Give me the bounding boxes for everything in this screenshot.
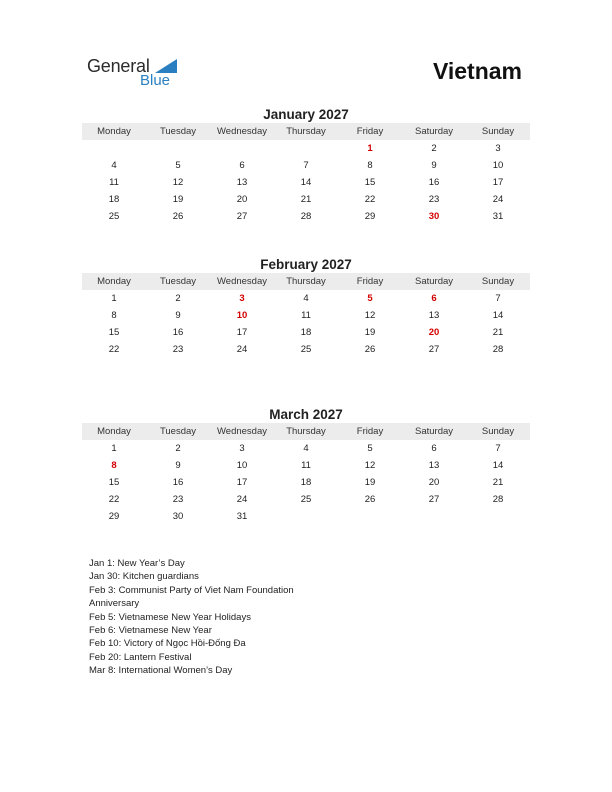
- day-cell: 15: [108, 327, 120, 338]
- holiday-day-cell: 3: [239, 293, 245, 304]
- day-cell: 12: [172, 177, 184, 188]
- day-cell: 4: [303, 443, 309, 454]
- day-cell: 21: [492, 327, 504, 338]
- weekday-label: Wednesday: [217, 276, 267, 287]
- weekday-label: Tuesday: [159, 126, 197, 137]
- day-cell: 23: [172, 494, 184, 505]
- holiday-note: Mar 8: International Women’s Day: [89, 665, 233, 677]
- day-cell: 31: [236, 511, 248, 522]
- day-cell: 28: [492, 344, 504, 355]
- weekday-label: Thursday: [286, 426, 326, 437]
- day-cell: 22: [108, 344, 120, 355]
- holiday-note: Feb 20: Lantern Festival: [89, 651, 192, 663]
- logo-triangle-icon: [155, 59, 177, 73]
- day-cell: 5: [367, 443, 373, 454]
- day-cell: 2: [431, 143, 437, 154]
- weekday-label: Sunday: [481, 126, 515, 137]
- day-cell: 11: [301, 460, 311, 471]
- weekday-header-row: [82, 423, 530, 440]
- day-cell: 19: [364, 327, 376, 338]
- day-cell: 5: [175, 160, 181, 171]
- day-cell: 19: [364, 477, 376, 488]
- logo: [87, 56, 187, 92]
- day-cell: 26: [364, 494, 376, 505]
- weekday-header-row: [82, 123, 530, 140]
- holiday-note: Feb 5: Vietnamese New Year Holidays: [89, 611, 251, 623]
- weekday-label: Friday: [356, 276, 384, 287]
- day-cell: 2: [175, 293, 181, 304]
- day-cell: 15: [364, 177, 376, 188]
- week-row: [82, 157, 530, 174]
- day-cell: 14: [300, 177, 312, 188]
- week-row: [82, 324, 530, 341]
- day-cell: 24: [236, 344, 248, 355]
- day-cell: 10: [492, 160, 504, 171]
- month-title: March 2027: [269, 407, 343, 422]
- day-cell: 26: [364, 344, 376, 355]
- day-cell: 18: [300, 477, 312, 488]
- weekday-label: Sunday: [481, 276, 515, 287]
- day-cell: 24: [492, 194, 504, 205]
- day-cell: 16: [172, 477, 184, 488]
- day-cell: 17: [492, 177, 504, 188]
- day-cell: 9: [175, 310, 181, 321]
- day-cell: 28: [300, 211, 312, 222]
- holiday-note: Anniversary: [89, 598, 140, 610]
- holiday-note: Feb 3: Communist Party of Viet Nam Foundation: [89, 584, 294, 596]
- day-cell: 4: [111, 160, 117, 171]
- day-cell: 14: [492, 460, 504, 471]
- weekday-label: Monday: [97, 426, 131, 437]
- holiday-day-cell: 6: [431, 293, 437, 304]
- week-row: [82, 457, 530, 474]
- country-title: Vietnam: [432, 58, 522, 84]
- day-cell: 29: [108, 511, 120, 522]
- day-cell: 30: [172, 511, 184, 522]
- week-row: [82, 341, 530, 358]
- week-row: [82, 508, 530, 525]
- day-cell: 19: [172, 194, 184, 205]
- day-cell: 1: [111, 293, 117, 304]
- day-cell: 8: [367, 160, 373, 171]
- day-cell: 9: [431, 160, 437, 171]
- week-row: [82, 191, 530, 208]
- day-cell: 29: [364, 211, 376, 222]
- day-cell: 25: [300, 494, 312, 505]
- day-cell: 13: [236, 177, 248, 188]
- day-cell: 18: [300, 327, 312, 338]
- day-cell: 14: [492, 310, 504, 321]
- week-row: [82, 174, 530, 191]
- day-cell: 18: [108, 194, 120, 205]
- day-cell: 16: [428, 177, 440, 188]
- week-row: [82, 307, 530, 324]
- weekday-label: Friday: [356, 426, 384, 437]
- day-cell: 4: [303, 293, 309, 304]
- month-block: [82, 256, 530, 358]
- weekday-label: Tuesday: [159, 276, 197, 287]
- day-cell: 3: [239, 443, 245, 454]
- holiday-notes: [89, 557, 294, 678]
- day-cell: 3: [495, 143, 501, 154]
- day-cell: 27: [428, 494, 440, 505]
- holiday-day-cell: 20: [428, 327, 440, 338]
- month-title: January 2027: [263, 107, 349, 122]
- weekday-label: Saturday: [414, 126, 454, 137]
- day-cell: 6: [431, 443, 437, 454]
- day-cell: 12: [364, 310, 376, 321]
- day-cell: 28: [492, 494, 504, 505]
- day-cell: 20: [428, 477, 440, 488]
- holiday-day-cell: 8: [111, 460, 117, 471]
- holiday-note: Jan 1: New Year’s Day: [89, 558, 185, 569]
- holiday-day-cell: 10: [236, 310, 248, 321]
- day-cell: 13: [428, 310, 440, 321]
- day-cell: 20: [236, 194, 248, 205]
- weekday-label: Wednesday: [217, 426, 267, 437]
- weekday-label: Monday: [97, 126, 131, 137]
- week-row: [82, 491, 530, 508]
- day-cell: 11: [301, 310, 311, 321]
- weekday-label: Saturday: [414, 426, 454, 437]
- week-row: [82, 474, 530, 491]
- weekday-header-row: [82, 273, 530, 290]
- week-row: [82, 440, 530, 457]
- day-cell: 31: [492, 211, 504, 222]
- day-cell: 16: [172, 327, 184, 338]
- month-block: [82, 406, 530, 525]
- day-cell: 8: [111, 310, 117, 321]
- month-block: [82, 106, 530, 225]
- holiday-note: Jan 30: Kitchen guardians: [89, 571, 199, 583]
- week-row: [82, 290, 530, 307]
- week-row: [82, 208, 530, 225]
- day-cell: 26: [172, 211, 184, 222]
- logo-blue-text: Blue: [140, 72, 171, 89]
- day-cell: 12: [364, 460, 376, 471]
- day-cell: 17: [236, 477, 248, 488]
- day-cell: 7: [495, 293, 501, 304]
- weekday-label: Sunday: [481, 426, 515, 437]
- week-row: [82, 140, 530, 157]
- day-cell: 27: [236, 211, 248, 222]
- day-cell: 27: [428, 344, 440, 355]
- weekday-label: Tuesday: [159, 426, 197, 437]
- day-cell: 11: [109, 177, 119, 188]
- day-cell: 1: [111, 443, 117, 454]
- weekday-label: Friday: [356, 126, 384, 137]
- holiday-day-cell: 1: [367, 143, 373, 154]
- day-cell: 13: [428, 460, 440, 471]
- day-cell: 22: [364, 194, 376, 205]
- day-cell: 25: [108, 211, 120, 222]
- weekday-label: Thursday: [286, 126, 326, 137]
- holiday-day-cell: 5: [367, 293, 373, 304]
- day-cell: 15: [108, 477, 120, 488]
- day-cell: 23: [172, 344, 184, 355]
- day-cell: 21: [492, 477, 504, 488]
- day-cell: 7: [303, 160, 309, 171]
- day-cell: 17: [236, 327, 248, 338]
- holiday-day-cell: 30: [428, 211, 440, 222]
- weekday-label: Thursday: [286, 276, 326, 287]
- day-cell: 9: [175, 460, 181, 471]
- holiday-note: Feb 10: Victory of Ngọc Hồi-Đống Đa: [89, 638, 246, 650]
- day-cell: 10: [236, 460, 248, 471]
- day-cell: 24: [236, 494, 248, 505]
- month-title: February 2027: [260, 257, 352, 272]
- day-cell: 21: [300, 194, 312, 205]
- logo-general-text: General: [87, 56, 150, 76]
- holiday-note: Feb 6: Vietnamese New Year: [89, 625, 212, 637]
- day-cell: 7: [495, 443, 501, 454]
- weekday-label: Saturday: [414, 276, 454, 287]
- weekday-label: Wednesday: [217, 126, 267, 137]
- day-cell: 22: [108, 494, 120, 505]
- day-cell: 6: [239, 160, 245, 171]
- day-cell: 23: [428, 194, 440, 205]
- weekday-label: Monday: [97, 276, 131, 287]
- day-cell: 2: [175, 443, 181, 454]
- day-cell: 25: [300, 344, 312, 355]
